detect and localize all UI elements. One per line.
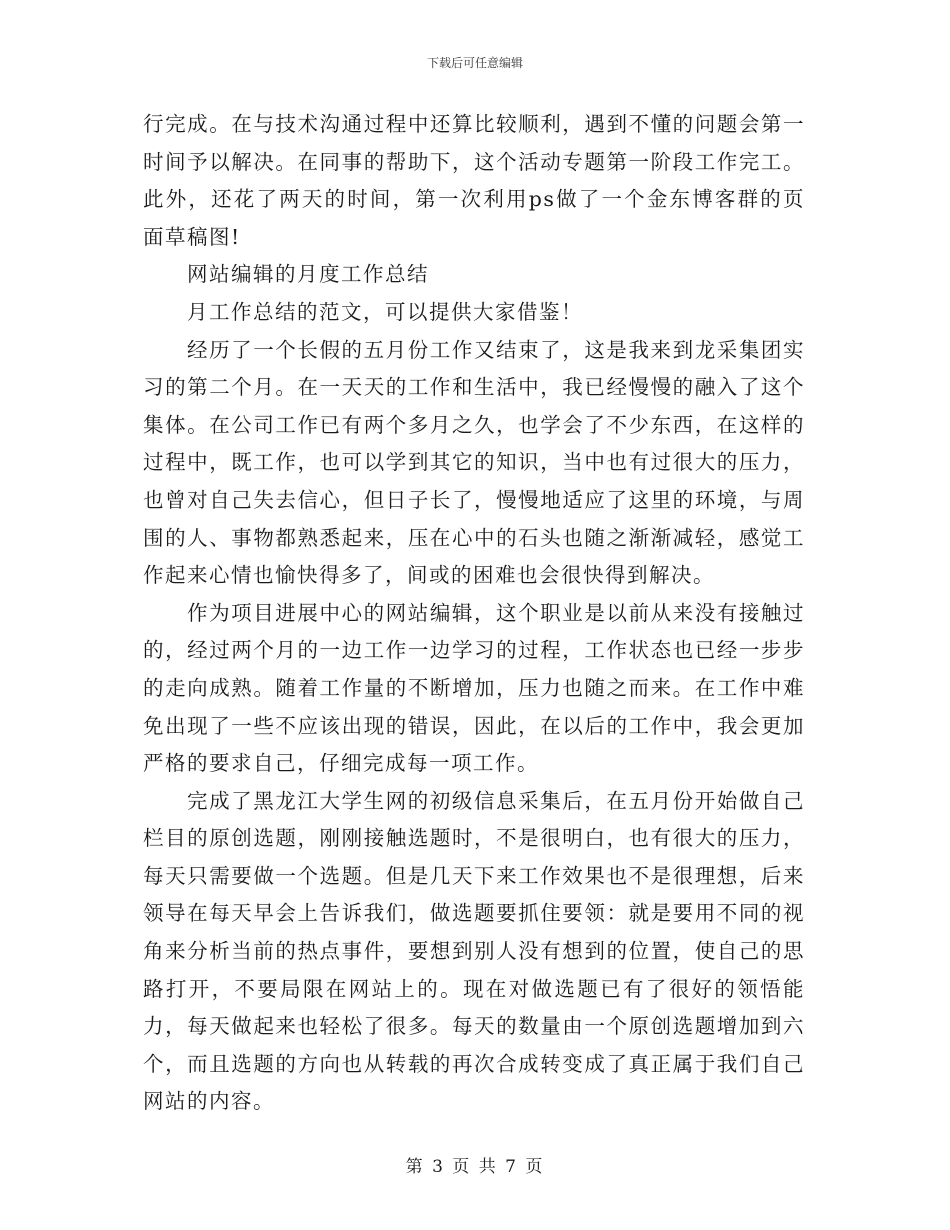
paragraph-2: 经历了一个长假的五月份工作又结束了，这是我来到龙采集团实习的第二个月。在一天天的工作和生活中，我已经慢慢的融入了这个集体。在公司工作已有两个多月之久，也学会了不少东西，在这样的过程中，既工作，也可以学到其它的知识，当中也有过很大的压力，也曾对自己失去信心，但日子长了，慢慢地适应了这里的环境，与周围的人、事物都熟悉起来，压在心中的石头也随之渐渐减轻，感觉工作起来心情也愉快得多了，间或的困难也会很快得到解决。 bbox=[143, 337, 805, 588]
page-header: 下载后可任意编辑 bbox=[426, 56, 523, 70]
paragraph-3: 作为项目进展中心的网站编辑，这个职业是以前从来没有接触过的，经过两个月的一边工作一边学习的过程，工作状态也已经一步步的走向成熟。随着工作量的不断增加，压力也随之而来。在工作中难免出现了一些不应该出现的错误，因此，在以后的工作中，我会更加严格的要求自己，仔细完成每一项工作。 bbox=[143, 600, 805, 776]
paragraph-intro: 月工作总结的范文，可以提供大家借鉴！ bbox=[187, 299, 583, 324]
section-title: 网站编辑的月度工作总结 bbox=[187, 262, 429, 287]
page-number-footer: 第 3 页 共 7 页 bbox=[405, 1157, 545, 1177]
paragraph-4: 完成了黑龙江大学生网的初级信息采集后，在五月份开始做自己栏目的原创选题，刚刚接触选题时，不是很明白，也有很大的压力，每天只需要做一个选题。但是几天下来工作效果也不是很理想，后来领导在每天早会上告诉我们，做选题要抓住要领：就是要用不同的视角来分析当前的热点事件，要想到别人没有想到的位置，使自己的思路打开，不要局限在网站上的。现在对做选题已有了很好的领悟能力，每天做起来也轻松了很多。每天的数量由一个原创选题增加到六个，而且选题的方向也从转载的再次合成转变成了真正属于我们自己网站的内容。 bbox=[143, 788, 805, 1114]
document-body bbox=[143, 106, 805, 1121]
paragraph-1: 行完成。在与技术沟通过程中还算比较顺利，遇到不懂的问题会第一时间予以解决。在同事的帮助下，这个活动专题第一阶段工作完工。此外，还花了两天的时间，第一次利用ps做了一个金东博客群的页面草稿图! bbox=[143, 112, 805, 249]
